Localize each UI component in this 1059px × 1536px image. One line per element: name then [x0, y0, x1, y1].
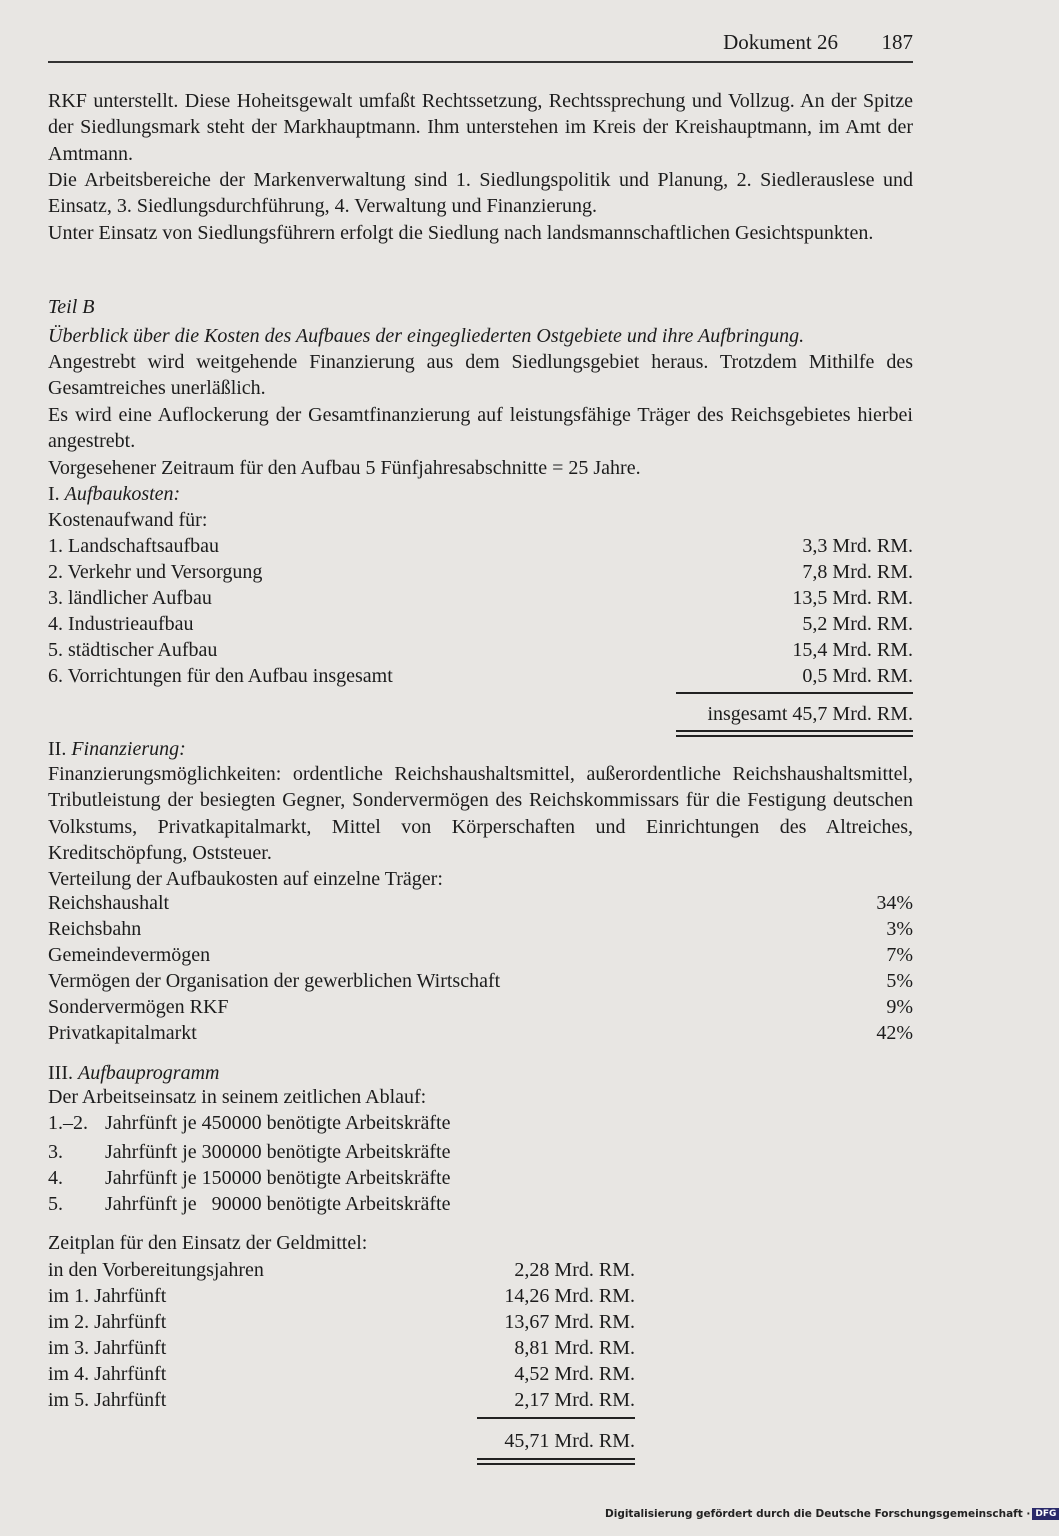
schedule-value: 8,81 Mrd. RM. [514, 1337, 635, 1359]
cost-row [48, 637, 913, 663]
section-numeral: II. [48, 738, 67, 760]
dfg-logo: DFG [1032, 1508, 1059, 1520]
cost-label: 1. Landschaftsaufbau [48, 535, 220, 557]
period-number: 5. [48, 1193, 63, 1215]
body-paragraph: Es wird eine Auflockerung der Gesamtfinanzierung auf leistungsfähige Träger des Reichsgebietes hierbei angestrebt. [48, 404, 913, 453]
share-label: Reichshaushalt [48, 892, 170, 914]
body-paragraph: Vorgesehener Zeitraum für den Aufbau 5 Fünfjahresabschnitte = 25 Jahre. [48, 457, 641, 479]
cost-value: 13,5 Mrd. RM. [792, 587, 913, 609]
share-value: 5% [886, 970, 913, 992]
schedule-value: 2,17 Mrd. RM. [514, 1389, 635, 1411]
share-value: 3% [886, 918, 913, 940]
schedule-value: 2,28 Mrd. RM. [514, 1259, 635, 1281]
share-value: 42% [876, 1022, 913, 1044]
schedule-label: im 5. Jahrfünft [48, 1389, 167, 1411]
period-number: 4. [48, 1167, 63, 1189]
workforce-row [48, 1110, 913, 1136]
intro-paragraph: Die Arbeitsbereiche der Markenverwaltung sind 1. Siedlungspolitik und Planung, 2. Siedlerauslese und Einsatz, 3. Siedlungsdurchführung, 4. Verwaltung und Finanzierung. [48, 169, 913, 218]
section-title [48, 736, 913, 762]
body-paragraph: Angestrebt wird weitgehende Finanzierung aus dem Siedlungsgebiet heraus. Trotzdem Mithilfe des Gesamtreiches unerläßlich. [48, 351, 913, 400]
share-row [48, 994, 913, 1020]
workforce-row [48, 1165, 913, 1191]
page-header [48, 30, 913, 62]
cost-value: 15,4 Mrd. RM. [792, 639, 913, 661]
document-title: Dokument 26 [723, 30, 838, 54]
schedule-value: 4,52 Mrd. RM. [514, 1363, 635, 1385]
sum-rule [676, 692, 913, 694]
section-numeral: I. [48, 483, 60, 505]
section-name: Finanzierung: [71, 738, 186, 760]
period-number: 3. [48, 1141, 63, 1163]
cost-value: 5,2 Mrd. RM. [802, 613, 913, 635]
body-paragraph: Finanzierungsmöglichkeiten: ordentliche Reichshaushaltsmittel, außerordentliche Reichshaushaltsmittel, Tributleistung der besiegten Gegner, Sondervermögen des Reichskommissars für die Festigung deutschen Volkstums, Privatkapitalmarkt, Mittel von Körperschaften und Einrichtungen des Altreiches, Kreditschöpfung, Oststeuer. [48, 763, 913, 865]
cost-row [48, 663, 913, 689]
section-lead: Kostenaufwand für: [48, 509, 208, 531]
share-row [48, 890, 913, 916]
schedule-row [48, 1257, 635, 1283]
schedule-total: 45,71 Mrd. RM. [504, 1430, 635, 1452]
section-title [48, 481, 913, 507]
cost-row [48, 611, 913, 637]
schedule-value: 13,67 Mrd. RM. [504, 1311, 635, 1333]
section-lead: Verteilung der Aufbaukosten auf einzelne Träger: [48, 868, 443, 890]
cost-label: 4. Industrieaufbau [48, 613, 194, 635]
schedule-row [48, 1309, 635, 1335]
page-number: 187 [881, 30, 913, 54]
cost-value: 0,5 Mrd. RM. [802, 665, 913, 687]
cost-label: 6. Vorrichtungen für den Aufbau insgesamt [48, 665, 393, 687]
schedule-row [48, 1283, 635, 1309]
share-value: 7% [886, 944, 913, 966]
digitization-credit [605, 1508, 1059, 1520]
workforce-row [48, 1191, 913, 1217]
schedule-row [48, 1361, 635, 1387]
credit-text: Digitalisierung gefördert durch die Deutsche Forschungsgemeinschaft · [605, 1508, 1031, 1520]
share-value: 9% [886, 996, 913, 1018]
share-row [48, 968, 913, 994]
workforce-text: Jahrfünft je 300000 benötigte Arbeitskräfte [105, 1141, 451, 1163]
section-title [48, 1060, 913, 1086]
schedule-label: im 4. Jahrfünft [48, 1363, 167, 1385]
workforce-text: Jahrfünft je 150000 benötigte Arbeitskräfte [105, 1167, 451, 1189]
period-number: 1.–2. [48, 1112, 88, 1134]
header-rule [48, 61, 913, 63]
section-lead: Der Arbeitseinsatz in seinem zeitlichen Ablauf: [48, 1086, 427, 1108]
workforce-text: Jahrfünft je 450000 benötigte Arbeitskräfte [105, 1112, 451, 1134]
share-label: Vermögen der Organisation der gewerblichen Wirtschaft [48, 970, 501, 992]
total-row [48, 1428, 635, 1454]
schedule-label: im 3. Jahrfünft [48, 1337, 167, 1359]
cost-total: insgesamt 45,7 Mrd. RM. [707, 703, 913, 725]
schedule-label: im 1. Jahrfünft [48, 1285, 167, 1307]
schedule-label: in den Vorbereitungsjahren [48, 1259, 264, 1281]
cost-label: 2. Verkehr und Versorgung [48, 561, 263, 583]
cost-row [48, 585, 913, 611]
sum-rule [477, 1417, 635, 1419]
share-label: Sondervermögen RKF [48, 996, 229, 1018]
section-name: Aufbaukosten: [64, 483, 181, 505]
share-label: Reichsbahn [48, 918, 142, 940]
intro-paragraph: Unter Einsatz von Siedlungsführern erfolgt die Siedlung nach landsmannschaftlichen Gesichtspunkten. [48, 222, 874, 244]
schedule-label: im 2. Jahrfünft [48, 1311, 167, 1333]
cost-row [48, 559, 913, 585]
cost-row [48, 533, 913, 559]
double-rule-top [477, 1458, 635, 1460]
section-name: Aufbauprogramm [77, 1062, 220, 1084]
double-rule-top [676, 730, 913, 732]
cost-label: 5. städtischer Aufbau [48, 639, 218, 661]
share-label: Gemeindevermögen [48, 944, 211, 966]
cost-label: 3. ländlicher Aufbau [48, 587, 212, 609]
section-lead: Zeitplan für den Einsatz der Geldmittel: [48, 1232, 368, 1254]
section-subheading: Überblick über die Kosten des Aufbaues der eingegliederten Ostgebiete und ihre Aufbringung. [48, 325, 805, 347]
schedule-row [48, 1335, 635, 1361]
share-label: Privatkapitalmarkt [48, 1022, 197, 1044]
intro-paragraph: RKF unterstellt. Diese Hoheitsgewalt umfaßt Rechtssetzung, Rechtssprechung und Vollzug. An der Spitze der Siedlungsmark steht der Markhauptmann. Ihm unterstehen im Kreis der Kreishauptmann, im Amt der Amtmann. [48, 90, 913, 165]
share-row [48, 942, 913, 968]
cost-value: 3,3 Mrd. RM. [802, 535, 913, 557]
schedule-value: 14,26 Mrd. RM. [504, 1285, 635, 1307]
section-numeral: III. [48, 1062, 73, 1084]
cost-value: 7,8 Mrd. RM. [802, 561, 913, 583]
share-value: 34% [876, 892, 913, 914]
workforce-row [48, 1139, 913, 1165]
share-row [48, 1020, 913, 1046]
schedule-row [48, 1387, 635, 1413]
share-row [48, 916, 913, 942]
workforce-text: Jahrfünft je 90000 benötigte Arbeitskräfte [105, 1193, 451, 1215]
section-heading: Teil B [48, 296, 95, 318]
double-rule-bottom [477, 1463, 635, 1465]
total-row [48, 701, 913, 727]
